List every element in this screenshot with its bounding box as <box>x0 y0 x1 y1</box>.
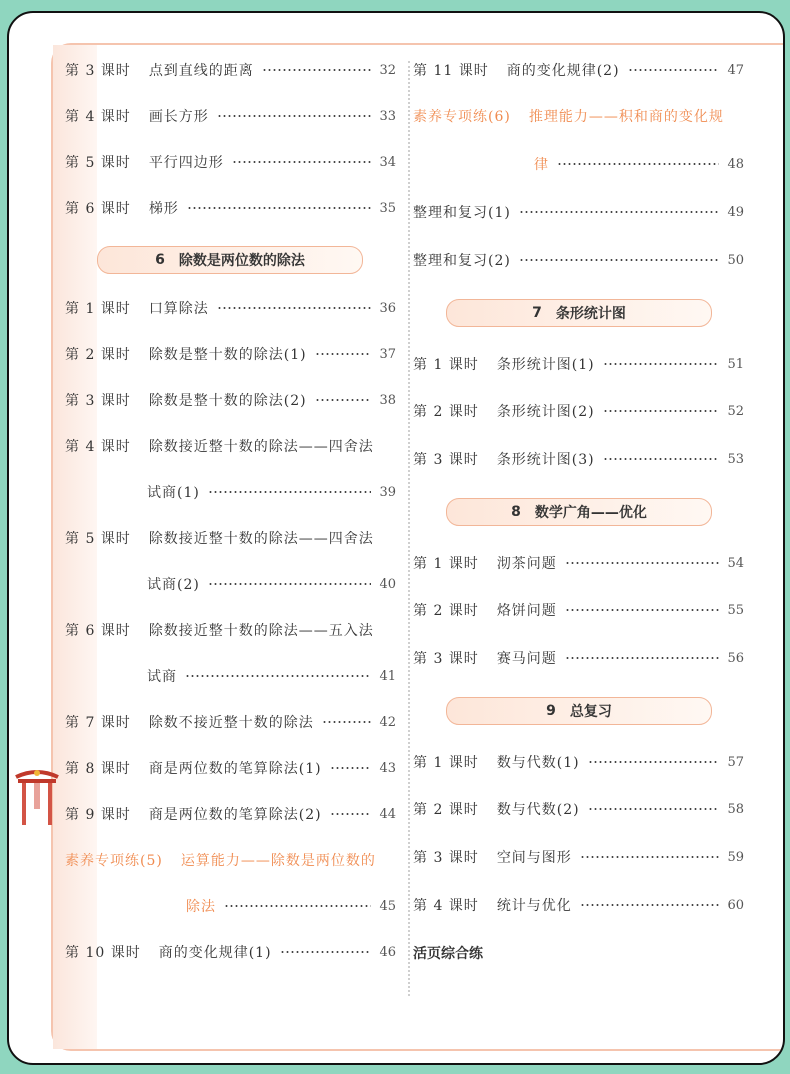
toc-entry[interactable]: 整理和复习(2) 50 <box>413 252 744 269</box>
toc-entry[interactable]: 第 6 课时 梯形 35 <box>65 200 396 217</box>
special-practice-5[interactable]: 素养专项练(5) 运算能力——除数是两位数的 <box>65 853 376 869</box>
section-heading-7: 7 条形统计图 <box>446 299 712 327</box>
section-heading-6: 6 除数是两位数的除法 <box>97 246 363 274</box>
toc-entry[interactable]: 第 4 课时 画长方形 33 <box>65 108 396 125</box>
toc-entry[interactable]: 第 10 课时 商的变化规律(1) 46 <box>65 944 396 961</box>
toc-entry[interactable]: 第 2 课时 烙饼问题 55 <box>413 602 744 619</box>
toc-entry[interactable]: 第 3 课时 除数是整十数的除法(2) 38 <box>65 392 396 409</box>
special-practice-5-continued[interactable]: 除法 45 <box>186 898 396 915</box>
toc-entry[interactable]: 第 4 课时 统计与优化 60 <box>413 897 744 914</box>
toc-entry[interactable]: 第 1 课时 口算除法 36 <box>65 300 396 317</box>
toc-entry[interactable]: 第 1 课时 数与代数(1) 57 <box>413 754 744 771</box>
loose-leaf-practice[interactable]: 活页综合练 <box>413 946 483 962</box>
toc-entry[interactable]: 第 8 课时 商是两位数的笔算除法(1) 43 <box>65 760 396 777</box>
toc-entry[interactable]: 第 4 课时 除数接近整十数的除法——四舍法 <box>65 439 374 455</box>
section-heading-8: 8 数学广角——优化 <box>446 498 712 526</box>
toc-entry[interactable]: 第 3 课时 空间与图形 59 <box>413 849 744 866</box>
toc-entry[interactable]: 第 6 课时 除数接近整十数的除法——五入法 <box>65 623 374 639</box>
toc-entry[interactable]: 第 3 课时 条形统计图(3) 53 <box>413 451 744 468</box>
special-practice-6-continued[interactable]: 律 48 <box>534 156 744 173</box>
toc-entry-continued[interactable]: 试商(2) 40 <box>147 576 396 593</box>
toc-entry[interactable]: 第 3 课时 点到直线的距离 32 <box>65 62 396 79</box>
toc-entry[interactable]: 第 1 课时 沏茶问题 54 <box>413 555 744 572</box>
toc-entry[interactable]: 第 9 课时 商是两位数的笔算除法(2) 44 <box>65 806 396 823</box>
toc-entry[interactable]: 第 2 课时 数与代数(2) 58 <box>413 801 744 818</box>
section-heading-9: 9 总复习 <box>446 697 712 725</box>
toc-entry-continued[interactable]: 试商(1) 39 <box>147 484 396 501</box>
toc-entry[interactable]: 第 2 课时 条形统计图(2) 52 <box>413 403 744 420</box>
special-practice-6[interactable]: 素养专项练(6) 推理能力——积和商的变化规 <box>413 109 724 125</box>
toc-entry[interactable]: 第 11 课时 商的变化规律(2) 47 <box>413 62 744 79</box>
toc-entry[interactable]: 整理和复习(1) 49 <box>413 204 744 221</box>
toc-entry-continued[interactable]: 试商 41 <box>147 668 396 685</box>
toc-entry[interactable]: 第 2 课时 除数是整十数的除法(1) 37 <box>65 346 396 363</box>
column-divider <box>408 61 410 996</box>
toc-entry[interactable]: 第 5 课时 平行四边形 34 <box>65 154 396 171</box>
gate-decoration-icon <box>14 765 60 835</box>
toc-entry[interactable]: 第 5 课时 除数接近整十数的除法——四舍法 <box>65 531 374 547</box>
toc-entry[interactable]: 第 1 课时 条形统计图(1) 51 <box>413 356 744 373</box>
toc-entry[interactable]: 第 7 课时 除数不接近整十数的除法 42 <box>65 714 396 731</box>
toc-entry[interactable]: 第 3 课时 赛马问题 56 <box>413 650 744 667</box>
